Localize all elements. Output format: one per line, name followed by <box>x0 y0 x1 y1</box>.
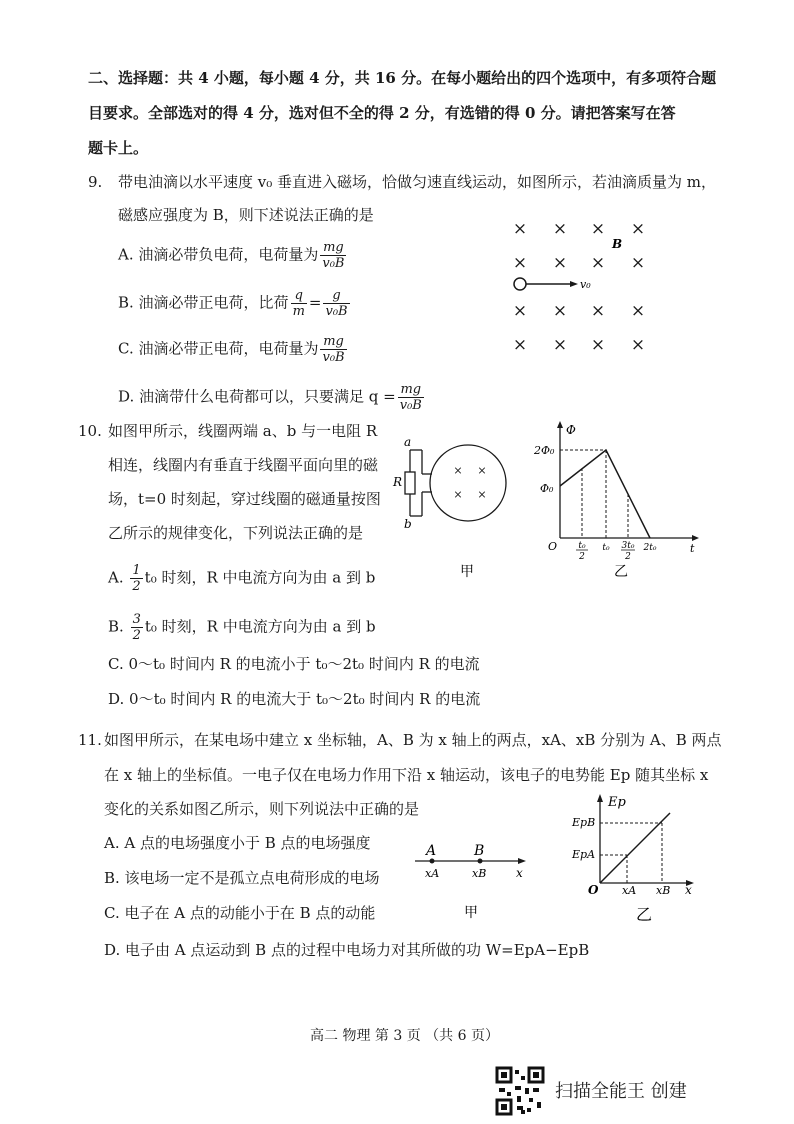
x-axis-label: x <box>685 883 692 897</box>
q9-option-b-ratio <box>291 288 307 319</box>
field-cross: × <box>630 219 646 239</box>
field-cross: × <box>512 335 528 355</box>
point-A-dot <box>430 859 435 864</box>
origin-label: O <box>548 540 558 553</box>
q10-option-d: D. 0～t₀ 时间内 R 的电流大于 t₀～2t₀ 时间内 R 的电流 <box>108 690 481 708</box>
tick-t0-over-2-num: t₀ <box>578 541 586 551</box>
phi-axis-arrowhead-icon <box>557 421 563 428</box>
q10-stem-line-1: 如图甲所示，线圈两端 a、b 与一电阻 R <box>108 422 378 440</box>
phi-axis-label: Φ <box>566 423 576 437</box>
tick-3t0-over-2-den: 2 <box>625 552 631 562</box>
velocity-arrowhead-icon <box>570 281 578 287</box>
field-cross: × <box>590 253 606 273</box>
coil-loop <box>430 445 506 521</box>
field-cross: × <box>453 464 463 477</box>
field-cross: × <box>477 464 487 477</box>
q11-option-a: A. A 点的电场强度小于 B 点的电场强度 <box>104 834 371 852</box>
tick-label-2phi0: 2Φ₀ <box>534 444 555 457</box>
q10-option-a-label: A. <box>108 568 124 587</box>
q11-ep-graph <box>570 790 700 925</box>
q10-option-b-label: B. <box>108 617 124 636</box>
ep-axis-arrowhead-icon <box>597 794 603 802</box>
q9-option-a-text: A. 油滴必带负电荷，电荷量为 <box>118 245 319 264</box>
q9-option-b-fraction <box>323 288 349 319</box>
point-B-dot <box>478 859 483 864</box>
scanner-watermark: 扫描全能王 创建 <box>555 1081 687 1102</box>
t-axis-label: t <box>690 542 695 555</box>
q9-c-denominator: v₀B <box>322 350 345 365</box>
q10-option-c: C. 0～t₀ 时间内 R 的电流小于 t₀～2t₀ 时间内 R 的电流 <box>108 655 480 673</box>
tick-t0: t₀ <box>602 543 610 553</box>
q9-d-denominator: v₀B <box>399 398 422 413</box>
tick-xB: xB <box>656 884 671 897</box>
q11-stem-line-1: 如图甲所示，在某电场中建立 x 坐标轴，A、B 为 x 轴上的两点，xA、xB 分别为 A、B 两点 <box>104 731 722 749</box>
field-cross: × <box>590 301 606 321</box>
q9-b-numerator: g <box>323 288 349 304</box>
section-header-line-1: 二、选择题：共 4 小题，每小题 4 分，共 16 分。在每小题给出的四个选项中，有多项符合题 <box>88 69 717 87</box>
figure-label-yi: 乙 <box>614 564 628 580</box>
q11-number: 11. <box>78 731 102 749</box>
q9-option-c <box>118 334 349 365</box>
q9-d-numerator: mg <box>398 382 424 398</box>
field-cross: × <box>552 301 568 321</box>
field-cross: × <box>477 488 487 501</box>
field-label-B: B <box>612 237 623 251</box>
field-cross: × <box>552 253 568 273</box>
tick-3t0-over-2-num: 3t₀ <box>621 541 635 551</box>
field-cross: × <box>512 301 528 321</box>
section-header-line-2: 目要求。全部选对的得 4 分，选对但不全的得 2 分，有选错的得 0 分。请把答案写在答 <box>88 104 676 122</box>
q11-option-c: C. 电子在 A 点的动能小于在 B 点的动能 <box>104 904 376 922</box>
q9-b-equals: = <box>308 293 322 312</box>
field-cross: × <box>630 335 646 355</box>
q10-b-numerator: 3 <box>132 612 141 627</box>
q10-stem-line-2: 相连，线圈内有垂直于线圈平面向里的磁 <box>108 456 379 474</box>
xB-label: xB <box>472 867 487 880</box>
q10-coil-figure <box>390 430 530 580</box>
q9-a-denominator: v₀B <box>322 256 345 271</box>
q11-stem-line-2: 在 x 轴上的坐标值。一电子仅在电场力作用下沿 x 轴运动，该电子的电势能 Ep 随其坐标 x <box>104 766 709 784</box>
field-cross: × <box>630 301 646 321</box>
q10-number: 10. <box>78 422 102 440</box>
figure-label-yi: 乙 <box>636 905 653 924</box>
x-label: x <box>516 866 523 880</box>
q9-option-b <box>118 288 352 319</box>
q9-option-c-text: C. 油滴必带正电荷，电荷量为 <box>118 339 319 358</box>
tick-xA: xA <box>622 884 637 897</box>
resistor-icon <box>405 472 415 494</box>
origin-label: O <box>588 883 599 897</box>
field-cross: × <box>512 253 528 273</box>
tick-t0-over-2-den: 2 <box>579 552 585 562</box>
resistor-label: R <box>393 475 403 489</box>
q10-option-b-text: t₀ 时刻，R 中电流方向为由 a 到 b <box>144 617 376 636</box>
page-footer: 高二 物理 第 3 页 （共 6 页） <box>310 1028 499 1044</box>
oil-drop-icon <box>514 278 526 290</box>
q10-stem-line-3: 场，t=0 时刻起，穿过线圈的磁通量按图 <box>108 490 381 508</box>
q9-b-denominator: v₀B <box>325 304 348 319</box>
q9-option-a-fraction <box>320 240 346 271</box>
q11-option-d: D. 电子由 A 点运动到 B 点的过程中电场力对其所做的功 W=EpA−EpB <box>104 941 590 959</box>
q9-b-q: q <box>291 288 307 304</box>
field-cross: × <box>590 335 606 355</box>
q9-option-d-text: D. 油滴带什么电荷都可以，只要满足 q = <box>118 387 396 406</box>
q9-c-numerator: mg <box>320 334 346 350</box>
q11-option-b: B. 该电场一定不是孤立点电荷形成的电场 <box>104 869 380 887</box>
q9-option-d-fraction <box>398 382 424 413</box>
tick-label-EpB: EpB <box>572 816 596 829</box>
q9-option-b-text: B. 油滴必带正电荷，比荷 <box>118 293 289 312</box>
tick-label-phi0: Φ₀ <box>540 482 554 495</box>
q9-option-d <box>118 382 426 413</box>
q9-a-numerator: mg <box>320 240 346 256</box>
q10-option-b-fraction <box>131 612 143 643</box>
field-cross: × <box>552 219 568 239</box>
point-B-label: B <box>474 843 485 859</box>
coil-terminal-a: a <box>404 435 412 449</box>
xA-label: xA <box>425 867 440 880</box>
q9-stem-line-2: 磁感应强度为 B，则下述说法正确的是 <box>118 206 374 224</box>
section-header-line-3: 题卡上。 <box>88 139 149 157</box>
q9-stem-line-1: 带电油滴以水平速度 v₀ 垂直进入磁场，恰做匀速直线运动，如图所示，若油滴质量为 m， <box>118 173 717 191</box>
q10-a-numerator: 1 <box>132 563 141 578</box>
q9-magnetic-field-figure <box>500 210 680 360</box>
figure-label-jia: 甲 <box>464 905 478 920</box>
t-axis-arrowhead-icon <box>692 535 699 541</box>
q9-number: 9. <box>88 173 103 191</box>
q9-option-c-fraction <box>320 334 346 365</box>
q10-stem-line-4: 乙所示的规律变化，下列说法正确的是 <box>108 524 364 542</box>
velocity-label: v₀ <box>580 278 591 291</box>
field-cross: × <box>630 253 646 273</box>
q10-flux-graph <box>530 420 700 580</box>
tick-2t0: 2t₀ <box>643 543 657 553</box>
q10-b-denominator: 2 <box>132 628 141 643</box>
figure-label-jia: 甲 <box>460 564 474 580</box>
q10-option-a <box>108 563 375 594</box>
q11-x-axis-figure <box>410 835 535 920</box>
field-cross: × <box>552 335 568 355</box>
ep-axis-label: Ep <box>608 795 626 810</box>
field-cross: × <box>512 219 528 239</box>
coil-terminal-b: b <box>404 517 412 531</box>
q10-a-denominator: 2 <box>132 579 141 594</box>
point-A-label: A <box>426 843 437 859</box>
tick-label-EpA: EpA <box>572 848 596 861</box>
x-axis-arrowhead-icon <box>518 858 526 864</box>
q10-option-b <box>108 612 376 643</box>
q10-option-a-fraction <box>130 563 142 594</box>
field-cross: × <box>590 219 606 239</box>
field-cross: × <box>453 488 463 501</box>
q10-option-a-text: t₀ 时刻，R 中电流方向为由 a 到 b <box>144 568 376 587</box>
qr-code-icon <box>495 1066 545 1116</box>
q9-option-a <box>118 240 348 271</box>
q9-b-m: m <box>292 304 305 319</box>
flux-curve <box>560 450 650 538</box>
q11-stem-line-3: 变化的关系如图乙所示，则下列说法中正确的是 <box>104 800 420 818</box>
